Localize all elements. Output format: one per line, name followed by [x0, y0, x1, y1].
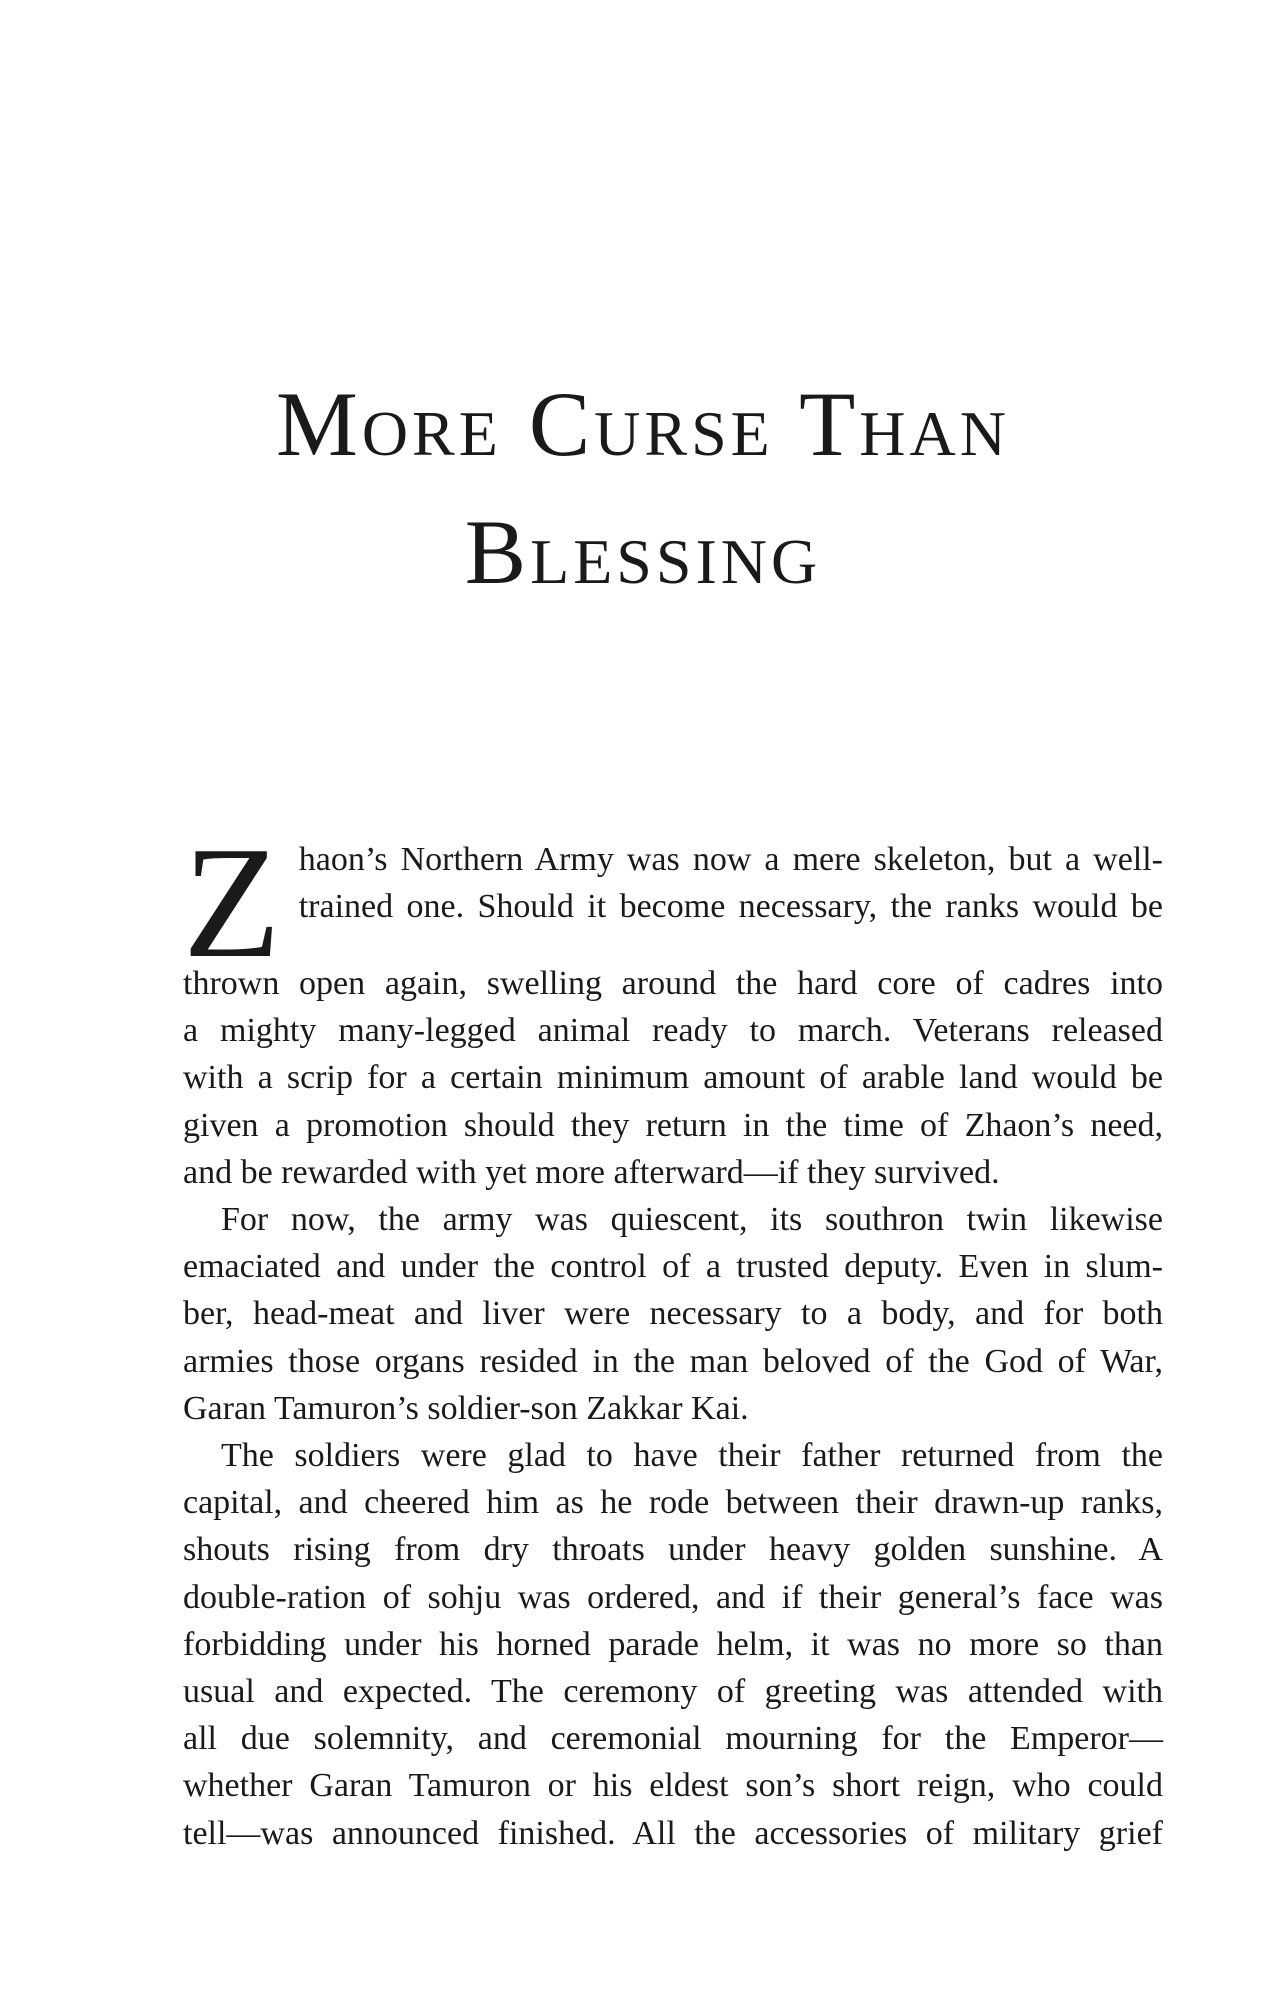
chapter-title: [0, 360, 1286, 616]
text-line: forbidding under his horned parade helm, it was no more so than: [183, 1625, 1163, 1663]
text-line: with a scrip for a certain minimum amount of arable land would be: [183, 1059, 1163, 1097]
paragraph-3: [183, 1432, 1163, 1857]
text-line: haon’s Northern Army was now a mere skeleton, but a well-: [298, 841, 1163, 878]
text-line: For now, the army was quiescent, its southron twin likewise: [221, 1201, 1163, 1239]
text-line: emaciated and under the control of a trusted deputy. Even in slum-: [183, 1248, 1163, 1286]
drop-cap: Z: [183, 813, 281, 991]
text-line: and be rewarded with yet more afterward—if they survived.: [183, 1153, 1000, 1191]
text-line: thrown open again, swelling around the hard core of cadres into: [183, 965, 1163, 1002]
chapter-title-line-2: Blessing: [464, 501, 822, 603]
text-line: a mighty many-legged animal ready to march. Veterans released: [183, 1012, 1163, 1050]
text-line: The soldiers were glad to have their father returned from the: [221, 1437, 1163, 1475]
text-line: tell—was announced finished. All the accessories of military grief: [183, 1814, 1163, 1852]
text-line: double-ration of sohju was ordered, and if their general’s face was: [183, 1578, 1163, 1616]
text-line: trained one. Should it become necessary, the ranks would be: [298, 888, 1163, 926]
text-line: armies those organs resided in the man beloved of the God of War,: [183, 1342, 1163, 1380]
text-line: ber, head-meat and liver were necessary to a body, and for both: [183, 1295, 1163, 1333]
text-line: all due solemnity, and ceremonial mourning for the Emperor—: [183, 1720, 1163, 1758]
text-line: whether Garan Tamuron or his eldest son’s short reign, who could: [183, 1767, 1163, 1805]
text-line: Garan Tamuron’s soldier-son Zakkar Kai.: [183, 1389, 749, 1427]
paragraph-1: [183, 813, 1163, 1196]
text-line: capital, and cheered him as he rode between their drawn-up ranks,: [183, 1484, 1163, 1522]
chapter-title-line-1: More Curse Than: [276, 373, 1010, 475]
chapter-body: [183, 813, 1163, 1857]
text-line: given a promotion should they return in the time of Zhaon’s need,: [183, 1106, 1163, 1144]
text-line: shouts rising from dry throats under heavy golden sunshine. A: [183, 1531, 1163, 1569]
paragraph-2: [183, 1196, 1163, 1432]
text-line: usual and expected. The ceremony of greeting was attended with: [183, 1673, 1163, 1711]
